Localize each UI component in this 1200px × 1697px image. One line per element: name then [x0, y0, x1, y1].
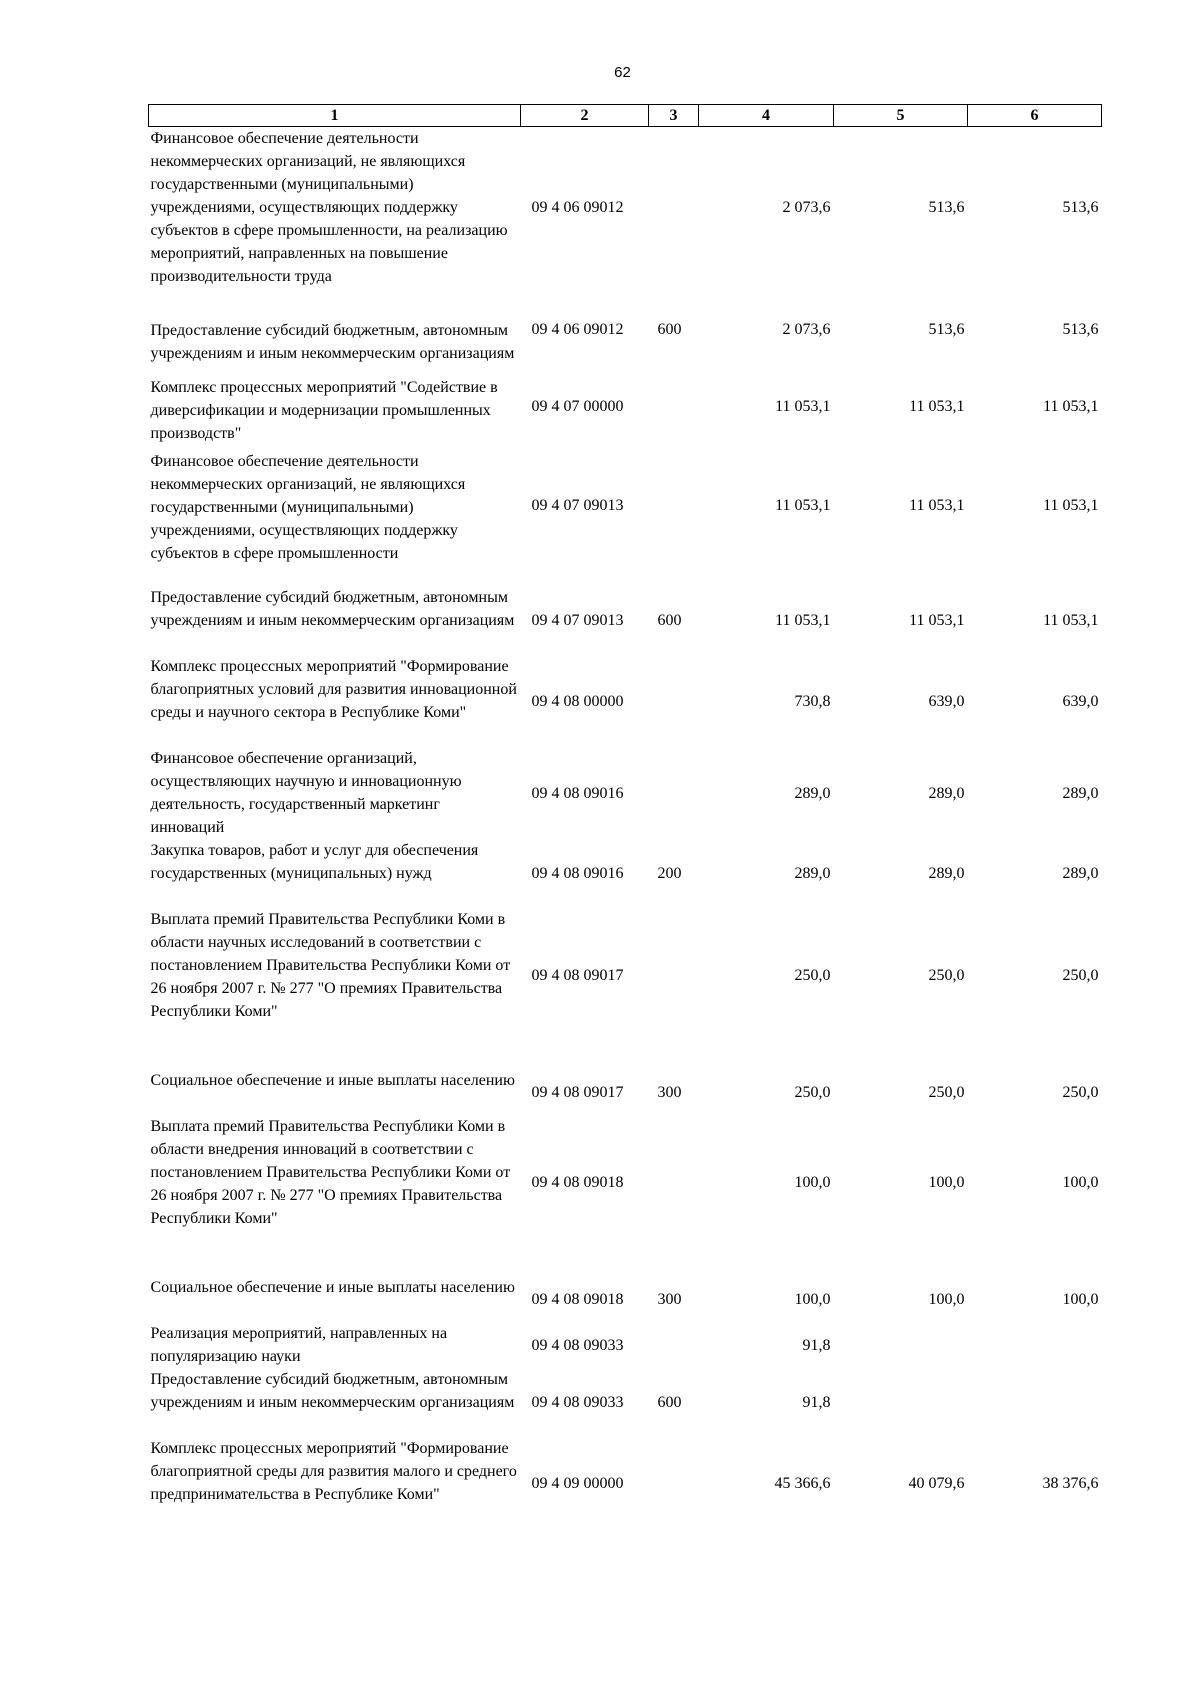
- row-code: 09 4 06 09012: [531, 199, 624, 216]
- row-value-5: 289,0: [928, 784, 965, 802]
- table-row: [149, 365, 1102, 448]
- row-value-5: [834, 1322, 968, 1368]
- row-value-5: 513,6: [928, 321, 965, 338]
- header-col-4: 4: [699, 105, 834, 127]
- row-type: [649, 747, 699, 839]
- row-code: 09 4 08 09017: [531, 967, 624, 984]
- row-name: Социальное обеспечение и иные выплаты населению: [150, 1279, 515, 1296]
- row-name: Комплекс процессных мероприятий "Формирование благоприятных условий для развития инновационной среды и научного сектора в Республике Коми": [150, 658, 517, 721]
- row-value-5: [834, 1368, 968, 1437]
- row-type: 600: [657, 1394, 682, 1411]
- row-code: 09 4 08 00000: [531, 692, 624, 710]
- row-value-6: 100,0: [1062, 1290, 1099, 1308]
- row-code: 09 4 08 09016: [531, 865, 624, 882]
- row-code: 09 4 08 09016: [531, 784, 624, 802]
- row-type: [649, 1437, 699, 1529]
- row-value-4: 289,0: [794, 865, 831, 882]
- row-value-6: 513,6: [1062, 321, 1099, 338]
- row-value-4: 11 053,1: [775, 496, 831, 514]
- row-value-4: 100,0: [794, 1290, 831, 1308]
- row-type: [649, 908, 699, 1069]
- row-value-4: 100,0: [794, 1174, 831, 1191]
- row-value-6: 289,0: [1062, 865, 1099, 882]
- row-value-4: 2 073,6: [782, 321, 831, 338]
- row-name: Закупка товаров, работ и услуг для обеспечения государственных (муниципальных) нужд: [150, 842, 479, 882]
- row-value-5: 250,0: [928, 967, 965, 984]
- row-name: Предоставление субсидий бюджетным, автономным учреждениям и иным некоммерческим организациям: [150, 1371, 515, 1411]
- row-type: [649, 655, 699, 747]
- row-value-4: 730,8: [794, 692, 831, 710]
- row-value-4: 289,0: [794, 784, 831, 802]
- table-row: [149, 1276, 1102, 1322]
- row-value-6: 250,0: [1062, 967, 1099, 984]
- row-code: 09 4 08 09017: [531, 1083, 624, 1101]
- row-value-4: 250,0: [794, 967, 831, 984]
- header-col-1: 1: [149, 105, 521, 127]
- table-row: [149, 1437, 1102, 1529]
- row-name: Финансовое обеспечение деятельности некоммерческих организаций, не являющихся государственными (муниципальными) учреждениями, осуществляющих поддержку субъектов в сфере промышленности: [150, 453, 466, 562]
- row-type: [649, 365, 699, 448]
- row-code: 09 4 08 09033: [531, 1394, 624, 1411]
- table-row: [149, 839, 1102, 908]
- row-code: 09 4 07 00000: [531, 398, 624, 415]
- row-code: 09 4 09 00000: [531, 1474, 624, 1492]
- table-row: [149, 655, 1102, 747]
- row-code: 09 4 08 09018: [531, 1174, 624, 1191]
- row-code: 09 4 08 09033: [531, 1336, 624, 1354]
- row-type: [649, 1322, 699, 1368]
- budget-table: [148, 104, 1102, 1529]
- row-type: [649, 127, 699, 289]
- row-value-6: 513,6: [1062, 199, 1099, 216]
- row-type: 600: [657, 612, 682, 629]
- row-name: Предоставление субсидий бюджетным, автономным учреждениям и иным некоммерческим организациям: [150, 589, 515, 629]
- row-type: [649, 448, 699, 586]
- row-code: 09 4 06 09012: [531, 321, 624, 338]
- row-value-5: 289,0: [928, 865, 965, 882]
- table-row: [149, 127, 1102, 289]
- row-value-6: [968, 1368, 1102, 1437]
- row-type: 200: [657, 865, 682, 882]
- row-name: Социальное обеспечение и иные выплаты населению: [150, 1072, 515, 1089]
- table-row: [149, 747, 1102, 839]
- row-value-4: 45 366,6: [774, 1474, 831, 1492]
- table-row: [149, 1069, 1102, 1115]
- row-type: 300: [657, 1083, 682, 1101]
- header-col-2: 2: [521, 105, 649, 127]
- row-value-4: 11 053,1: [775, 398, 831, 415]
- row-value-6: 289,0: [1062, 784, 1099, 802]
- table-row: [149, 288, 1102, 365]
- row-name: Предоставление субсидий бюджетным, автономным учреждениям и иным некоммерческим организациям: [150, 322, 515, 362]
- row-name: Выплата премий Правительства Республики Коми в области внедрения инноваций в соответствии с постановлением Правительства Республики Коми от 26 ноября 2007 г. № 277 "О премиях Правительства Республики Коми": [150, 1118, 511, 1227]
- row-value-4: 91,8: [802, 1394, 831, 1411]
- row-value-5: 100,0: [928, 1290, 965, 1308]
- header-col-6: 6: [968, 105, 1102, 127]
- row-value-5: 11 053,1: [909, 496, 965, 514]
- row-value-6: 11 053,1: [1043, 496, 1099, 514]
- row-type: [649, 1115, 699, 1276]
- page-number: 62: [614, 64, 631, 81]
- header-col-3: 3: [649, 105, 699, 127]
- row-value-5: 40 079,6: [908, 1474, 965, 1492]
- row-value-6: 100,0: [1062, 1174, 1099, 1191]
- row-type: 300: [657, 1290, 682, 1308]
- table-header-row: [149, 105, 1102, 127]
- row-value-5: 100,0: [928, 1174, 965, 1191]
- row-value-5: 11 053,1: [909, 612, 965, 629]
- row-name: Выплата премий Правительства Республики Коми в области научных исследований в соответствии с постановлением Правительства Республики Коми от 26 ноября 2007 г. № 277 "О премиях Правительства Республики Коми": [150, 911, 511, 1020]
- row-value-4: 2 073,6: [782, 199, 831, 216]
- row-name: Реализация мероприятий, направленных на популяризацию науки: [150, 1325, 448, 1365]
- table-row: [149, 1322, 1102, 1368]
- row-code: 09 4 08 09018: [531, 1290, 624, 1308]
- table-row: [149, 1368, 1102, 1437]
- row-code: 09 4 07 09013: [531, 496, 624, 514]
- row-value-5: 639,0: [928, 692, 965, 710]
- row-value-5: 513,6: [928, 199, 965, 216]
- row-type: 600: [657, 321, 682, 338]
- row-value-6: 250,0: [1062, 1083, 1099, 1101]
- row-code: 09 4 07 09013: [531, 612, 624, 629]
- row-value-5: 250,0: [928, 1083, 965, 1101]
- row-value-6: 38 376,6: [1042, 1474, 1099, 1492]
- row-name: Комплекс процессных мероприятий "Формирование благоприятной среды для развития малого и среднего предпринимательства в Республике Коми": [150, 1440, 517, 1503]
- table-row: [149, 448, 1102, 586]
- row-value-5: 11 053,1: [909, 398, 965, 415]
- row-value-4: 91,8: [802, 1336, 831, 1354]
- table-row: [149, 1115, 1102, 1276]
- row-value-6: 11 053,1: [1043, 612, 1099, 629]
- row-value-6: 639,0: [1062, 692, 1099, 710]
- header-col-5: 5: [834, 105, 968, 127]
- row-name: Финансовое обеспечение организаций, осуществляющих научную и инновационную деятельность, государственный маркетинг инноваций: [150, 750, 462, 836]
- table-row: [149, 908, 1102, 1069]
- table-row: [149, 586, 1102, 655]
- row-value-6: 11 053,1: [1043, 398, 1099, 415]
- row-value-4: 11 053,1: [775, 612, 831, 629]
- row-name: Комплекс процессных мероприятий "Содействие в диверсификации и модернизации промышленных производств": [150, 379, 498, 442]
- row-value-6: [968, 1322, 1102, 1368]
- row-name: Финансовое обеспечение деятельности некоммерческих организаций, не являющихся государственными (муниципальными) учреждениями, осуществляющих поддержку субъектов в сфере промышленности, на реализацию мероприятий, направленных на повышение производительности труда: [150, 130, 508, 285]
- row-value-4: 250,0: [794, 1083, 831, 1101]
